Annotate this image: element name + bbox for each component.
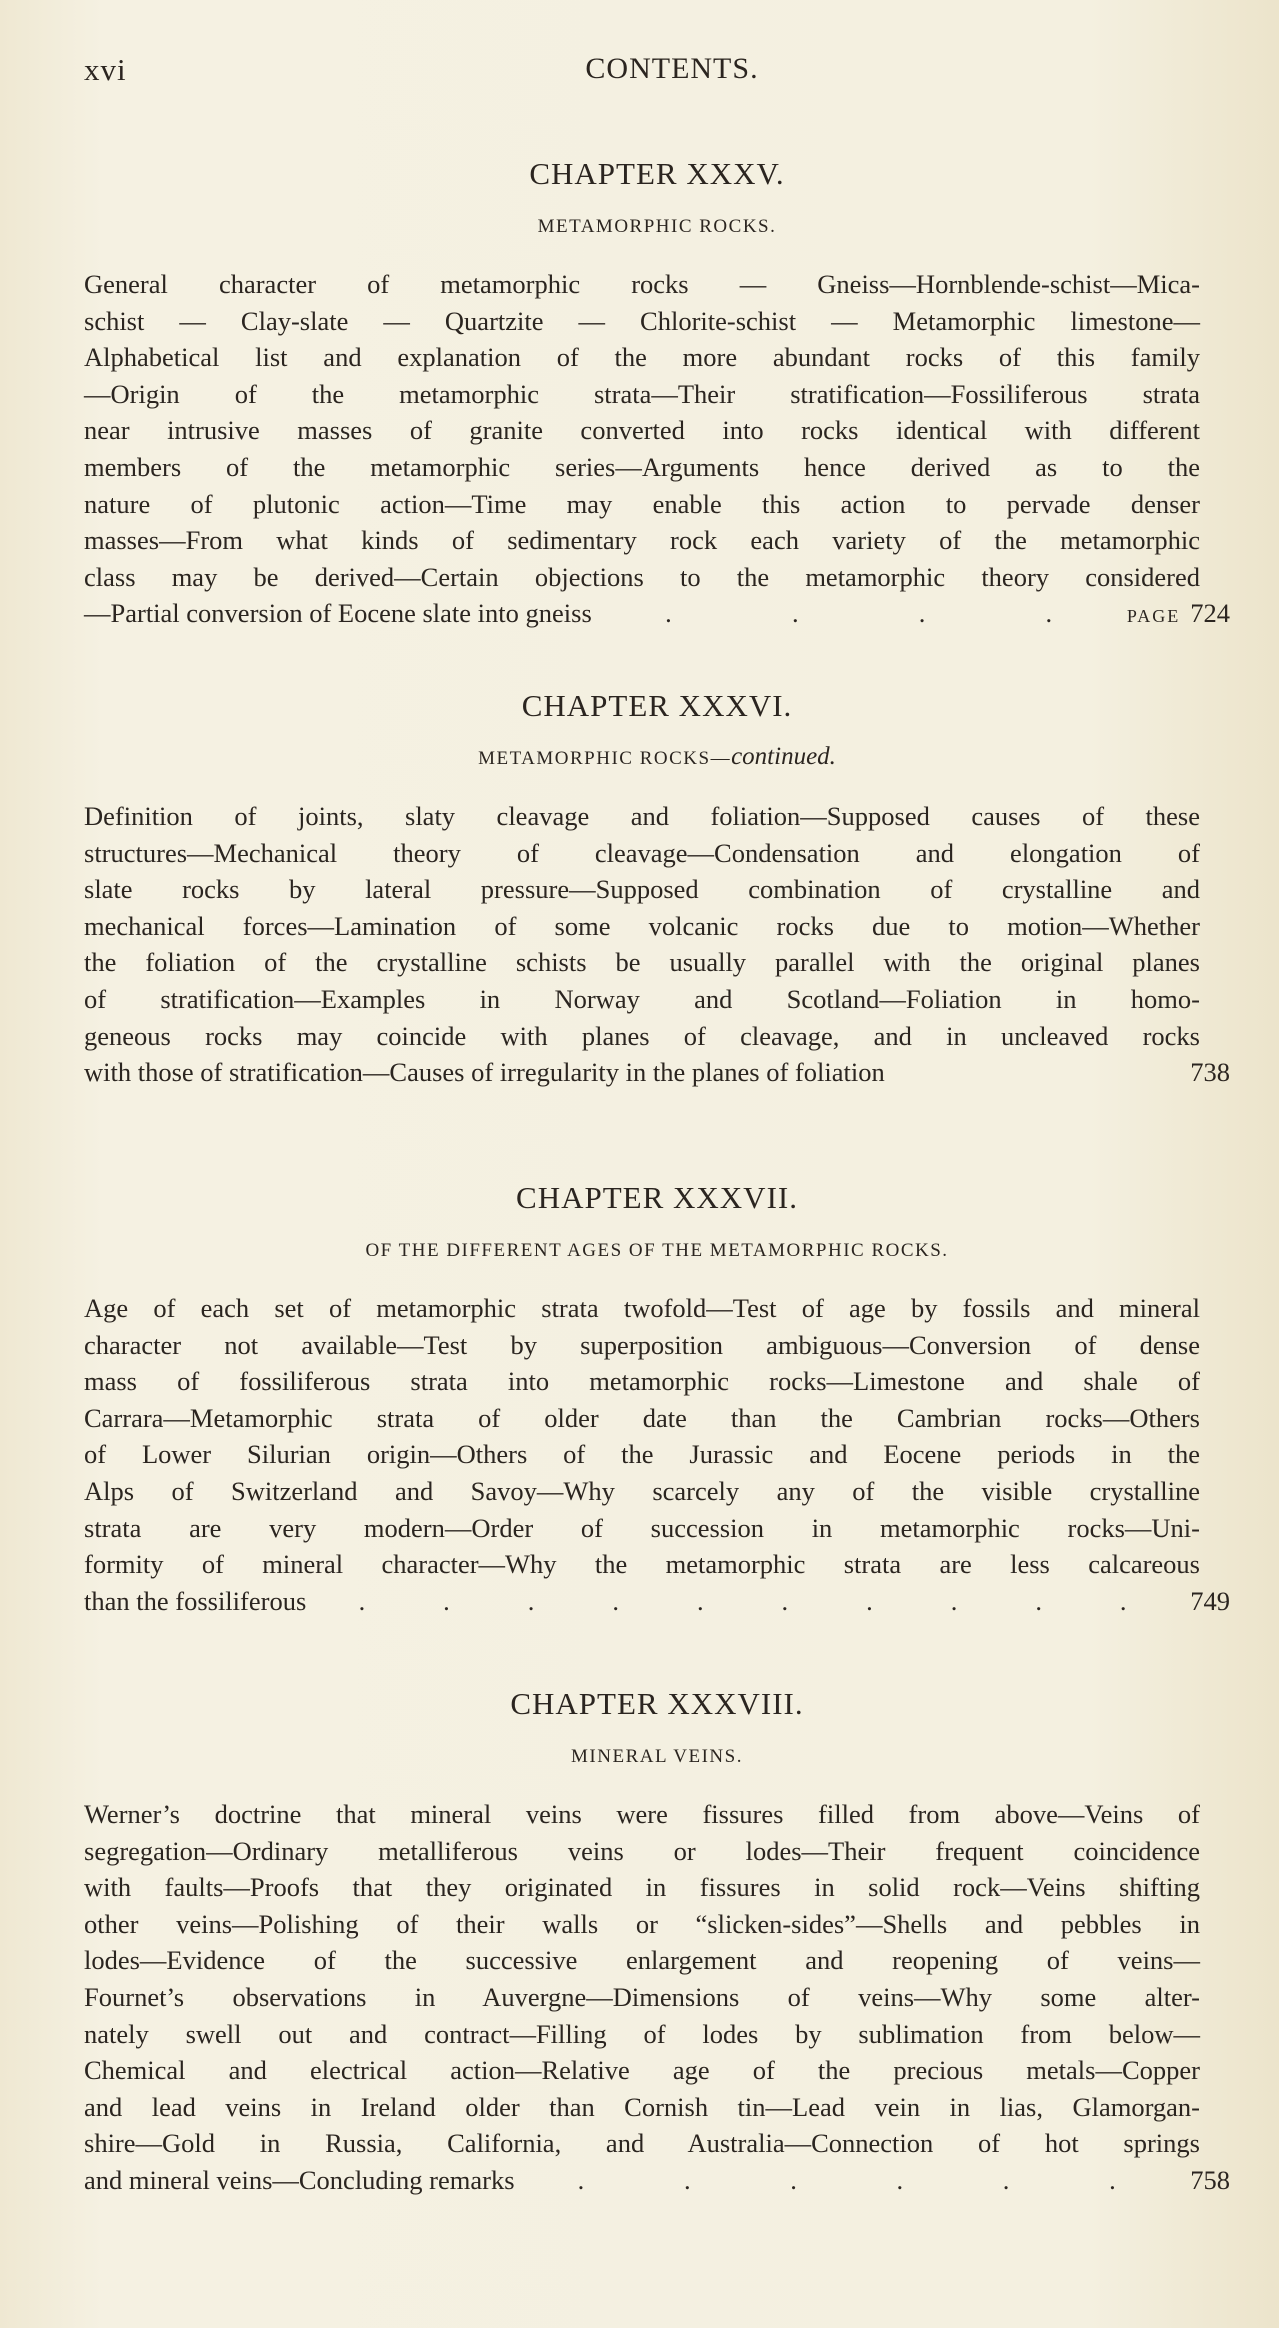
chapter-subtitle xyxy=(84,742,1230,772)
summary-line: of Lower Silurian origin—Others of the Jurassic and Eocene periods in the xyxy=(84,1439,1200,1470)
page-number: 724 xyxy=(1190,598,1230,629)
summary-line: —Origin of the metamorphic strata—Their stratification—Fossiliferous strata xyxy=(84,378,1200,409)
page-reference[interactable] xyxy=(1190,2162,1230,2202)
chapter-subtitle xyxy=(84,1234,1230,1264)
chapter-summary xyxy=(84,1290,1230,1622)
summary-line: Chemical and electrical action—Relative age of the precious metals—Copper xyxy=(84,2055,1200,2086)
summary-line: slate rocks by lateral pressure—Supposed combination of crystalline and xyxy=(84,874,1200,905)
summary-line: Alphabetical list and explanation of the more abundant rocks of this family xyxy=(84,342,1200,373)
running-title: CONTENTS. xyxy=(585,52,759,85)
summary-line: the foliation of the crystalline schists be usually parallel with the original planes xyxy=(84,947,1200,978)
chapter-summary xyxy=(84,1796,1230,2202)
summary-line: structures—Mechanical theory of cleavage—Condensation and elongation of xyxy=(84,837,1200,868)
summary-line: mechanical forces—Lamination of some volcanic rocks due to motion—Whether xyxy=(84,910,1200,941)
page-reference[interactable] xyxy=(1190,1054,1230,1094)
chapter-subtitle-suffix: continued. xyxy=(731,743,836,770)
summary-line: Alps of Switzerland and Savoy—Why scarcely any of the visible crystalline xyxy=(84,1475,1200,1506)
chapter-subtitle-text: METAMORPHIC ROCKS— xyxy=(478,748,732,769)
chapter-subtitle-text: OF THE DIFFERENT AGES OF THE METAMORPHIC ROCKS. xyxy=(365,1240,949,1261)
summary-line: near intrusive masses of granite converted into rocks identical with different xyxy=(84,415,1200,446)
summary-line: geneous rocks may coincide with planes of cleavage, and in uncleaved rocks xyxy=(84,1020,1200,1051)
chapter-subtitle xyxy=(84,210,1230,240)
summary-line-text: with those of stratification—Causes of irregularity in the planes of foliation xyxy=(84,1057,885,1088)
chapter-subtitle-text: METAMORPHIC ROCKS. xyxy=(537,216,777,237)
summary-last-line xyxy=(84,2162,1230,2202)
chapter-heading: CHAPTER XXXV. xyxy=(529,156,785,191)
summary-line: mass of fossiliferous strata into metamorphic rocks—Limestone and shale of xyxy=(84,1366,1200,1397)
chapter-summary xyxy=(84,798,1230,1094)
summary-line: with faults—Proofs that they originated in fissures in solid rock—Veins shifting xyxy=(84,1872,1200,1903)
summary-line-text: than the fossiliferous xyxy=(84,1585,307,1616)
summary-line: nature of plutonic action—Time may enable this action to pervade denser xyxy=(84,488,1200,519)
dot-leader: . . . . xyxy=(665,598,1053,629)
summary-line: formity of mineral character—Why the metamorphic strata are less calcareous xyxy=(84,1549,1200,1580)
summary-last-line xyxy=(84,1583,1230,1623)
summary-last-line xyxy=(84,595,1230,635)
summary-line: lodes—Evidence of the successive enlargement and reopening of veins— xyxy=(84,1945,1200,1976)
summary-line: General character of metamorphic rocks — Gneiss—Hornblende-schist—Mica- xyxy=(84,269,1200,299)
page-reference[interactable] xyxy=(1126,595,1230,635)
page-reference[interactable] xyxy=(1190,1583,1230,1623)
chapter-heading: CHAPTER XXXVII. xyxy=(516,1180,798,1215)
summary-line: character not available—Test by superposition ambiguous—Conversion of dense xyxy=(84,1329,1200,1360)
summary-line: class may be derived—Certain objections to the metamorphic theory considered xyxy=(84,561,1200,592)
page-folio: xvi xyxy=(84,52,127,87)
summary-line: other veins—Polishing of their walls or “slicken-sides”—Shells and pebbles in xyxy=(84,1908,1200,1939)
dot-leader xyxy=(885,1054,1211,1094)
summary-line: segregation—Ordinary metalliferous veins or lodes—Their frequent coincidence xyxy=(84,1835,1200,1866)
page-number: 738 xyxy=(1190,1057,1230,1088)
summary-line: Fournet’s observations in Auvergne—Dimensions of veins—Why some alter- xyxy=(84,1981,1200,2012)
summary-line: Carrara—Metamorphic strata of older date than the Cambrian rocks—Others xyxy=(84,1402,1200,1433)
page-label: PAGE xyxy=(1126,606,1181,627)
chapter-38 xyxy=(84,1682,1230,2202)
summary-line: Age of each set of metamorphic strata twofold—Test of age by fossils and mineral xyxy=(84,1293,1200,1323)
chapter-subtitle xyxy=(84,1740,1230,1770)
summary-line: masses—From what kinds of sedimentary rock each variety of the metamorphic xyxy=(84,525,1200,556)
chapter-subtitle-text: MINERAL VEINS. xyxy=(571,1746,743,1767)
summary-line: shire—Gold in Russia, California, and Australia—Connection of hot springs xyxy=(84,2128,1200,2159)
dot-leader: . . . . . . . . . . xyxy=(358,1585,1127,1616)
summary-line: members of the metamorphic series—Arguments hence derived as to the xyxy=(84,451,1200,482)
summary-line: Werner’s doctrine that mineral veins were fissures filled from above—Veins of xyxy=(84,1799,1200,1829)
dot-leader: . . . . . . xyxy=(577,2164,1116,2195)
summary-line: nately swell out and contract—Filling of lodes by sublimation from below— xyxy=(84,2018,1200,2049)
chapter-summary xyxy=(84,266,1230,635)
chapter-heading: CHAPTER XXXVI. xyxy=(521,688,793,723)
page-number: 758 xyxy=(1190,2164,1230,2195)
summary-line: strata are very modern—Order of succession in metamorphic rocks—Uni- xyxy=(84,1512,1200,1543)
chapter-heading: CHAPTER XXXVIII. xyxy=(510,1686,804,1721)
summary-last-line xyxy=(84,1054,1230,1094)
running-head xyxy=(84,52,1230,92)
summary-line: of stratification—Examples in Norway and Scotland—Foliation in homo- xyxy=(84,983,1200,1014)
chapter-36 xyxy=(84,684,1230,1094)
summary-line: and lead veins in Ireland older than Cornish tin—Lead vein in lias, Glamorgan- xyxy=(84,2091,1200,2122)
summary-line-text: —Partial conversion of Eocene slate into gneiss xyxy=(84,598,592,629)
page-number: 749 xyxy=(1190,1585,1230,1616)
summary-line-text: and mineral veins—Concluding remarks xyxy=(84,2164,515,2195)
summary-line: schist — Clay-slate — Quartzite — Chlorite-schist — Metamorphic limestone— xyxy=(84,305,1200,336)
chapter-37 xyxy=(84,1176,1230,1622)
summary-line: Definition of joints, slaty cleavage and foliation—Supposed causes of these xyxy=(84,801,1200,831)
chapter-35 xyxy=(84,152,1230,635)
